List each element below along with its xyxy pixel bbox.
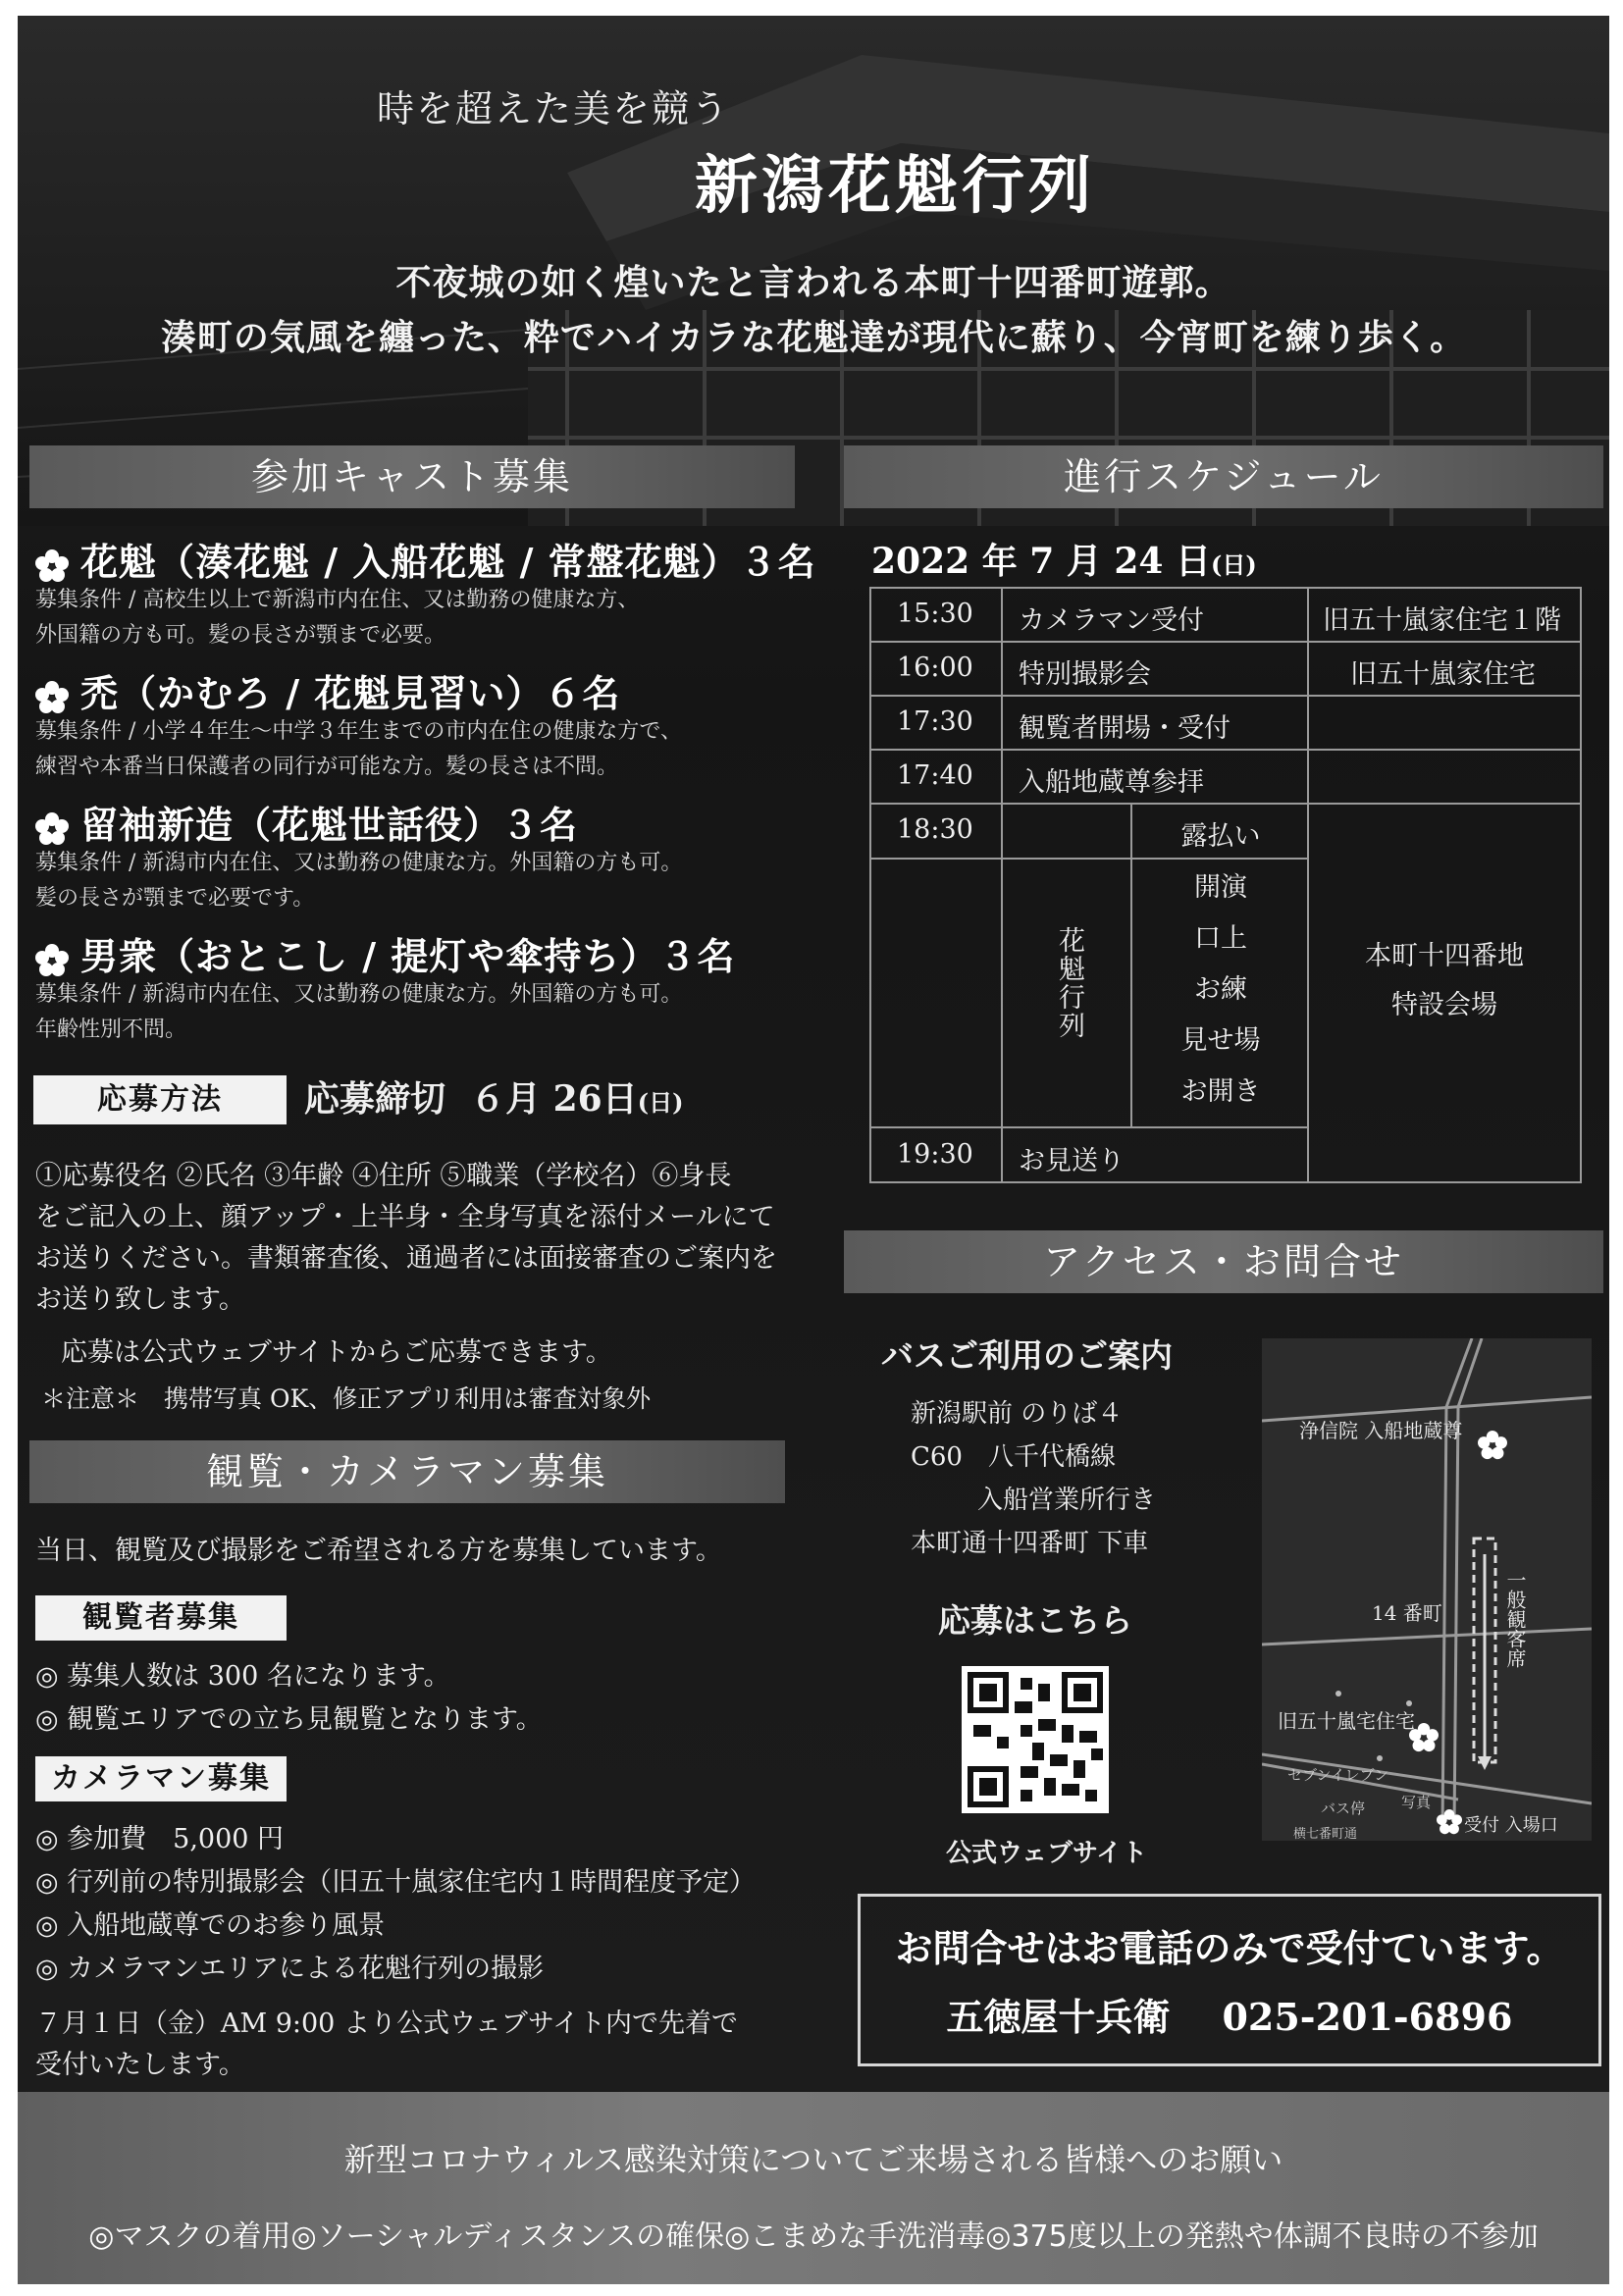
deadline-dow: (日) [637,1088,684,1117]
contact-phone[interactable]: 025-201-6896 [1222,1995,1513,2039]
map-label-seating: 一般観客席 [1503,1570,1527,1668]
viewing-desc: 当日、観覧及び撮影をご希望される方を募集しています。 [35,1536,722,1566]
cast-heading: 参加キャスト募集 [29,445,795,508]
qr-caption: 公式ウェブサイト [946,1839,1148,1868]
map-label-14bancho: 14 番町 [1372,1601,1442,1625]
role-condition: 募集条件 / 高校生以上で新潟市内在住、又は勤務の健康な方、 [35,588,640,612]
intro-line-2: 湊町の気風を纏った、粋でハイカラな花魁達が現代に蘇り、今宵町を練り歩く。 [160,317,1467,358]
bus-line: C60 八千代橋線 [911,1442,1116,1472]
parade-item: 開演 [1194,872,1247,903]
role-tomesode-shinzo [35,795,578,849]
cameraman-item: ◎ 入船地蔵尊でのお参り風景 [35,1910,386,1941]
parade-item: お開き [1180,1076,1261,1107]
apply-web-note: 応募は公式ウェブサイトからご応募できます。 [61,1337,612,1368]
schedule-event: お見送り [1019,1146,1125,1176]
contact-line: お問合せはお電話のみで受付ています。 [895,1926,1564,1970]
contact-box [858,1894,1601,2066]
tagline: 時を超えた美を競う [377,87,731,130]
spectator-item: ◎ 募集人数は 300 名になります。 [35,1661,450,1692]
flower-icon [35,944,69,977]
qr-code-icon[interactable] [962,1666,1109,1813]
schedule-event: 観覧者開場・受付 [1019,713,1230,744]
bus-title: バスご利用のご案内 [881,1336,1173,1375]
map-label-street: 横七番町通 [1293,1827,1358,1842]
apply-instructions: お送り致します。 [35,1284,245,1315]
map-label-igarashi: 旧五十嵐宅住宅 [1278,1709,1415,1733]
schedule-time: 15:30 [897,599,973,629]
apply-caution: ＊注意＊ 携帯写真 OK、修正アプリ利用は審査対象外 [41,1384,652,1413]
schedule-heading: 進行スケジュール [844,445,1603,508]
map-label-entrance: 受付 入場口 [1464,1815,1558,1836]
role-condition: 練習や本番当日保護者の同行が可能な方。髪の長さは不問。 [35,755,619,779]
deadline-date: ６月 26日 [470,1078,638,1120]
landmark-flower-icon [1437,1809,1462,1835]
access-map [1262,1338,1592,1841]
schedule-table [869,587,1582,1183]
bus-line: 新潟駅前 のりば４ [911,1399,1124,1429]
flower-icon [35,549,69,583]
contact-info [861,1987,1598,2041]
venue-line: 特設会場 [1391,990,1497,1020]
covid-items: ◎マスクの着用◎ソーシャルディスタンスの確保◎こまめな手洗消毒◎375度以上の発熱や体調不良時の不参加 [88,2219,1539,2254]
role-condition: 年齢性別不問。 [35,1018,187,1042]
contact-name: 五徳屋十兵衛 [946,1995,1171,2039]
map-label-bus-stop: バス停 [1321,1800,1366,1817]
parade-item: 露払い [1180,821,1261,852]
deadline [304,1071,683,1122]
access-heading: アクセス・お問合せ [844,1230,1603,1293]
schedule-date [871,534,1257,584]
parade-item: 見せ場 [1180,1025,1261,1056]
covid-title: 新型コロナウィルス感染対策についてご来場される皆様へのお願い [343,2141,1283,2178]
viewing-heading: 観覧・カメラマン募集 [29,1440,785,1503]
apply-instructions: をご記入の上、顔アップ・上半身・全身写真を添付メールにて [35,1202,775,1232]
role-condition: 外国籍の方も可。髪の長さが顎まで必要。 [35,623,446,648]
schedule-place: 旧五十嵐家住宅 [1350,659,1536,690]
role-oiran [35,532,816,586]
parade-item: お練 [1194,974,1247,1005]
intro-line-1: 不夜城の如く煌いたと言われる本町十四番町遊郭。 [395,262,1231,303]
schedule-time: 16:00 [897,652,973,683]
apply-method-label: 応募方法 [33,1075,287,1124]
role-name: 花魁（湊花魁 / 入船花魁 / 常盤花魁）３名 [80,540,816,584]
role-condition: 募集条件 / 小学４年生～中学３年生までの市内在住の健康な方で、 [35,719,682,744]
cameraman-item: ◎ 行列前の特別撮影会（旧五十嵐家住宅内１時間程度予定） [35,1867,757,1898]
bus-line: 本町通十四番町 下車 [911,1529,1149,1558]
role-otokoshi [35,926,735,980]
spectator-label: 観覧者募集 [35,1595,287,1641]
schedule-time: 17:30 [897,706,973,737]
spectator-item: ◎ 観覧エリアでの立ち見観覧となります。 [35,1704,543,1735]
cameraman-item: ◎ 参加費 5,000 円 [35,1824,285,1854]
cameraman-note: ７月１日（金）AM 9:00 より公式ウェブサイト内で先着で [35,2009,738,2039]
parade-item: 口上 [1194,923,1247,954]
deadline-prefix: 応募締切 [304,1078,446,1120]
map-label-photo: 写真 [1401,1794,1432,1811]
flyer [18,16,1609,2284]
schedule-event: 特別撮影会 [1019,659,1151,690]
flower-icon [35,812,69,846]
role-name: 男衆（おとこし / 提灯や傘持ち）３名 [80,934,736,978]
schedule-place: 旧五十嵐家住宅１階 [1323,605,1561,636]
map-label-seven: セブンイレブン [1287,1766,1389,1784]
flower-icon [35,681,69,714]
role-name: 禿（かむろ / 花魁見習い）６名 [80,671,621,715]
parade-label: 花魁行列 [1054,926,1084,1040]
role-condition: 募集条件 / 新潟市内在住、又は勤務の健康な方。外国籍の方も可。 [35,851,683,875]
event-title: 新潟花魁行列 [695,149,1095,223]
schedule-date-text: 2022 年 7 月 24 日 [871,541,1212,582]
covid-notice [18,2092,1609,2284]
role-condition: 髪の長さが顎まで必要です。 [35,886,315,911]
map-label-jyoshinin: 浄信院 入船地蔵尊 [1299,1419,1463,1442]
landmark-flower-icon [1478,1431,1507,1460]
role-kamuro [35,663,620,717]
role-name: 留袖新造（花魁世話役）３名 [80,803,579,847]
apply-here: 応募はこちら [938,1601,1132,1640]
schedule-dow: (日) [1211,550,1257,579]
cameraman-label: カメラマン募集 [35,1756,287,1801]
schedule-time: 19:30 [897,1139,973,1170]
apply-instructions: ①応募役名 ②氏名 ③年齢 ④住所 ⑤職業（学校名）⑥身長 [35,1161,732,1191]
schedule-time: 17:40 [897,760,973,791]
cameraman-item: ◎ カメラマンエリアによる花魁行列の撮影 [35,1954,545,1984]
schedule-time: 18:30 [897,814,973,845]
apply-instructions: お送りください。書類審査後、通過者には面接審査のご案内を [35,1243,777,1274]
role-condition: 募集条件 / 新潟市内在住、又は勤務の健康な方。外国籍の方も可。 [35,982,683,1007]
cameraman-note: 受付いたします。 [35,2050,245,2080]
schedule-event: 入船地蔵尊参拝 [1019,767,1204,798]
bus-line: 入船営業所行き [977,1486,1157,1515]
venue-line: 本町十四番地 [1365,941,1524,971]
schedule-event: カメラマン受付 [1019,605,1204,636]
